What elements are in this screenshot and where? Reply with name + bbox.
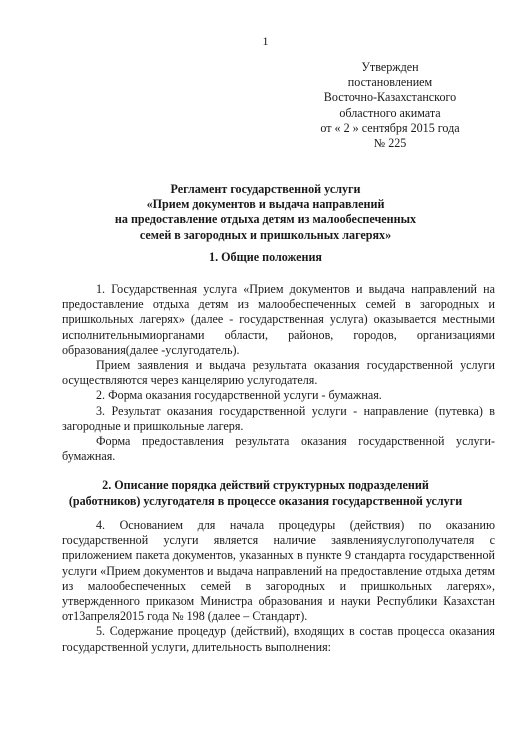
heading-line: 2. Описание порядка действий структурных подразделений: [102, 478, 429, 492]
approval-line: областного акимата: [339, 105, 441, 120]
approval-line: от « 2 » сентября 2015 года: [320, 120, 460, 135]
document-title: [70, 182, 461, 243]
section-2-heading: [60, 478, 471, 509]
approval-line: № 225: [373, 136, 407, 151]
title-line: на предоставление отдыха детям из малообеспеченных: [114, 212, 417, 227]
title-line: Регламент государственной услуги: [170, 182, 361, 196]
page-number: 1: [262, 34, 269, 48]
approval-line: постановлением: [347, 75, 433, 90]
paragraph: 2. Форма оказания государственной услуги - бумажная.: [96, 388, 382, 403]
approval-line: Восточно-Казахстанского: [323, 90, 457, 105]
paragraph: 3. Результат оказания государственной услуги - направление (путевка) в загородные и пришкольные лагеря.: [62, 403, 495, 433]
approval-line: Утвержден: [361, 60, 419, 74]
heading-line: (работников) услугодателя в процессе оказания государственной услуги: [68, 493, 463, 508]
title-line: семей в загородных и пришкольных лагерях»: [139, 227, 392, 242]
paragraph: 1. Государственная услуга «Прием документов и выдача направлений на предоставление отдыха детям из малообеспеченных семей в загородных и пришкольных лагерях» (далее - государственная услуга) оказывается местными исполнительнымиорганами области, районов, городов, организациями образования(далее -услугодатель).: [62, 282, 495, 357]
approval-stamp-block: [300, 60, 480, 151]
paragraph: 4. Основанием для начала процедуры (действия) по оказанию государственной услуги является наличие заявленияуслугополучателя с приложением пакета документов, указанных в пункте 9 стандарта государственной услуги «Прием документов и выдача направлений на предоставление отдыха детям из малообеспеченных семей в загородных и пришкольных лагерях», утвержденного приказом Министра образования и науки Республики Казахстан от13апреля2015 года № 198 (далее – Стандарт).: [62, 518, 495, 624]
section-1-heading: 1. Общие положения: [209, 250, 322, 264]
paragraph: 5. Содержание процедур (действий), входящих в состав процесса оказания государственной услуги, длительность выполнения:: [62, 624, 495, 654]
paragraph: Прием заявления и выдача результата оказания государственной услуги осуществляются через канцелярию услугодателя.: [62, 358, 495, 388]
section-2-body: [62, 518, 495, 655]
section-1-body: [62, 282, 495, 464]
title-line: «Прием документов и выдача направлений: [146, 197, 385, 212]
paragraph: Форма предоставления результата оказания государственной услуги-бумажная.: [62, 434, 495, 464]
